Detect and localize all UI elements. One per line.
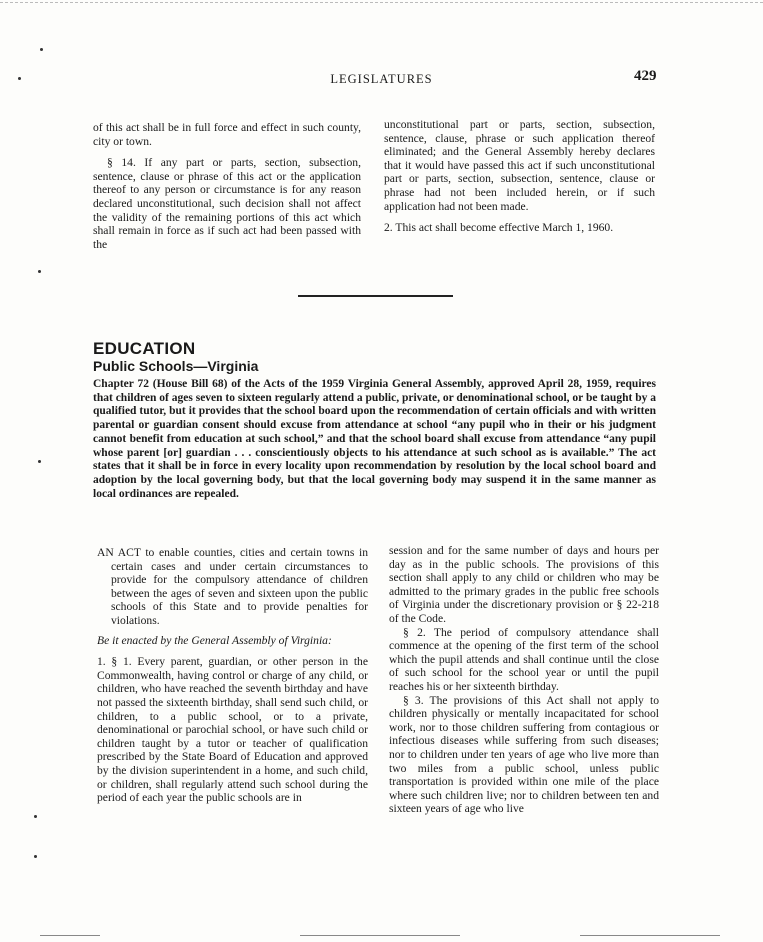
bottom-left-column	[97, 546, 368, 805]
top-right-column	[384, 118, 655, 235]
top-right-paragraph: unconstitutional part or parts, section, subsection, sentence, clause, phrase or such application thereof eliminated; and the General Assembly hereby declares that it would have passed this act if such unconstitutional part or parts, section, subsection, sentence, clause or phrase had not been included herein, or if such application had not been made.	[384, 118, 655, 213]
scan-speck	[34, 815, 37, 818]
scan-edge	[300, 935, 460, 936]
effective-date-paragraph: 2. This act shall become effective March 1, 1960.	[384, 221, 614, 235]
bottom-right-column	[389, 544, 659, 816]
scan-speck	[38, 270, 41, 273]
section-3-paragraph: § 3. The provisions of this Act shall not apply to children physically or mentally incapacitated for school work, nor to those children suffering from contagious or infectious diseases while suffering from such diseases; nor to children under ten years of age who live more than two miles from a public school, unless public transportation is provided within one mile of the place where such children live; nor to children between ten and sixteen years of age who live	[389, 693, 659, 816]
section-divider	[298, 295, 453, 297]
section-subheading: Public Schools—Virginia	[93, 358, 259, 374]
top-left-column	[93, 121, 361, 251]
section-2-paragraph: § 2. The period of compulsory attendance shall commence at the opening of the first term of the school which the pupil attends and shall continue until the close of such school for the school year or until the pupil reaches his or her sixteenth birthday.	[389, 625, 659, 693]
enacting-clause: Be it enacted by the General Assembly of Virginia:	[97, 633, 332, 647]
chapter-summary: Chapter 72 (House Bill 68) of the Acts of the 1959 Virginia General Assembly, approved April 28, 1959, requires that children of ages seven to sixteen regularly attend a public, private, or denominational school, or be taught by a qualified tutor, but it provides that the school board upon the recommendation of certain officials and with written parental or guardian consent should excuse from attendance at school “any pupil who in their or his judgment cannot benefit from education at such school,” and that the school board shall excuse from attendance “any pupil whose parent [or] guardian . . . conscientiously objects to his attendance at such school as is available.” The act states that it shall be in force in every locality upon recommendation by resolution by the local school board and adoption by the local governing body, but that the local governing body may suspend it in the same manner as local ordinances are repealed.	[93, 378, 656, 500]
section-heading: EDUCATION	[93, 339, 196, 358]
section-1-continued: session and for the same number of days and hours per day as in the public schools. The provisions of this section shall apply to any child or children who may be admitted to the primary grades in the public free schools of Virginia under the discretionary provision or § 22-218 of the Code.	[389, 544, 659, 625]
scan-speck	[40, 48, 43, 51]
scan-speck	[34, 855, 37, 858]
scan-edge	[580, 935, 720, 936]
scan-speck	[38, 460, 41, 463]
page-number: 429	[634, 68, 657, 84]
scan-edge	[0, 2, 763, 3]
top-left-paragraph: of this act shall be in full force and effect in such county, city or town.	[93, 121, 361, 148]
act-title: AN ACT to enable counties, cities and certain towns in certain cases and under certain circumstances to provide for the compulsory attendance of children between the ages of seven and sixteen upon the public schools of this State and to provide penalties for violations.	[97, 546, 368, 627]
section-1-paragraph: 1. § 1. Every parent, guardian, or other person in the Commonwealth, having control or charge of any child, or children, who have reached the seventh birthday and have not passed the sixteenth birthday, shall send such child, or children, to a public school, or to a private, denominational or parochial school, or have such child or children taught by a tutor or teacher of qualification prescribed by the State Board of Education and approved by the division superintendent in a home, and such child, or children, shall regularly attend such school during the period of each year the public schools are in	[97, 655, 368, 805]
scan-speck	[18, 77, 21, 80]
section-14-paragraph: § 14. If any part or parts, section, subsection, sentence, clause or phrase of this act or the application thereof to any person or circumstance is for any reason declared unconstitutional, such decision shall not affect the validity of the remaining portions of this act which shall remain in force as if such act had been passed with the	[93, 156, 361, 251]
scan-edge	[40, 935, 100, 936]
running-head: LEGISLATURES	[330, 72, 433, 86]
